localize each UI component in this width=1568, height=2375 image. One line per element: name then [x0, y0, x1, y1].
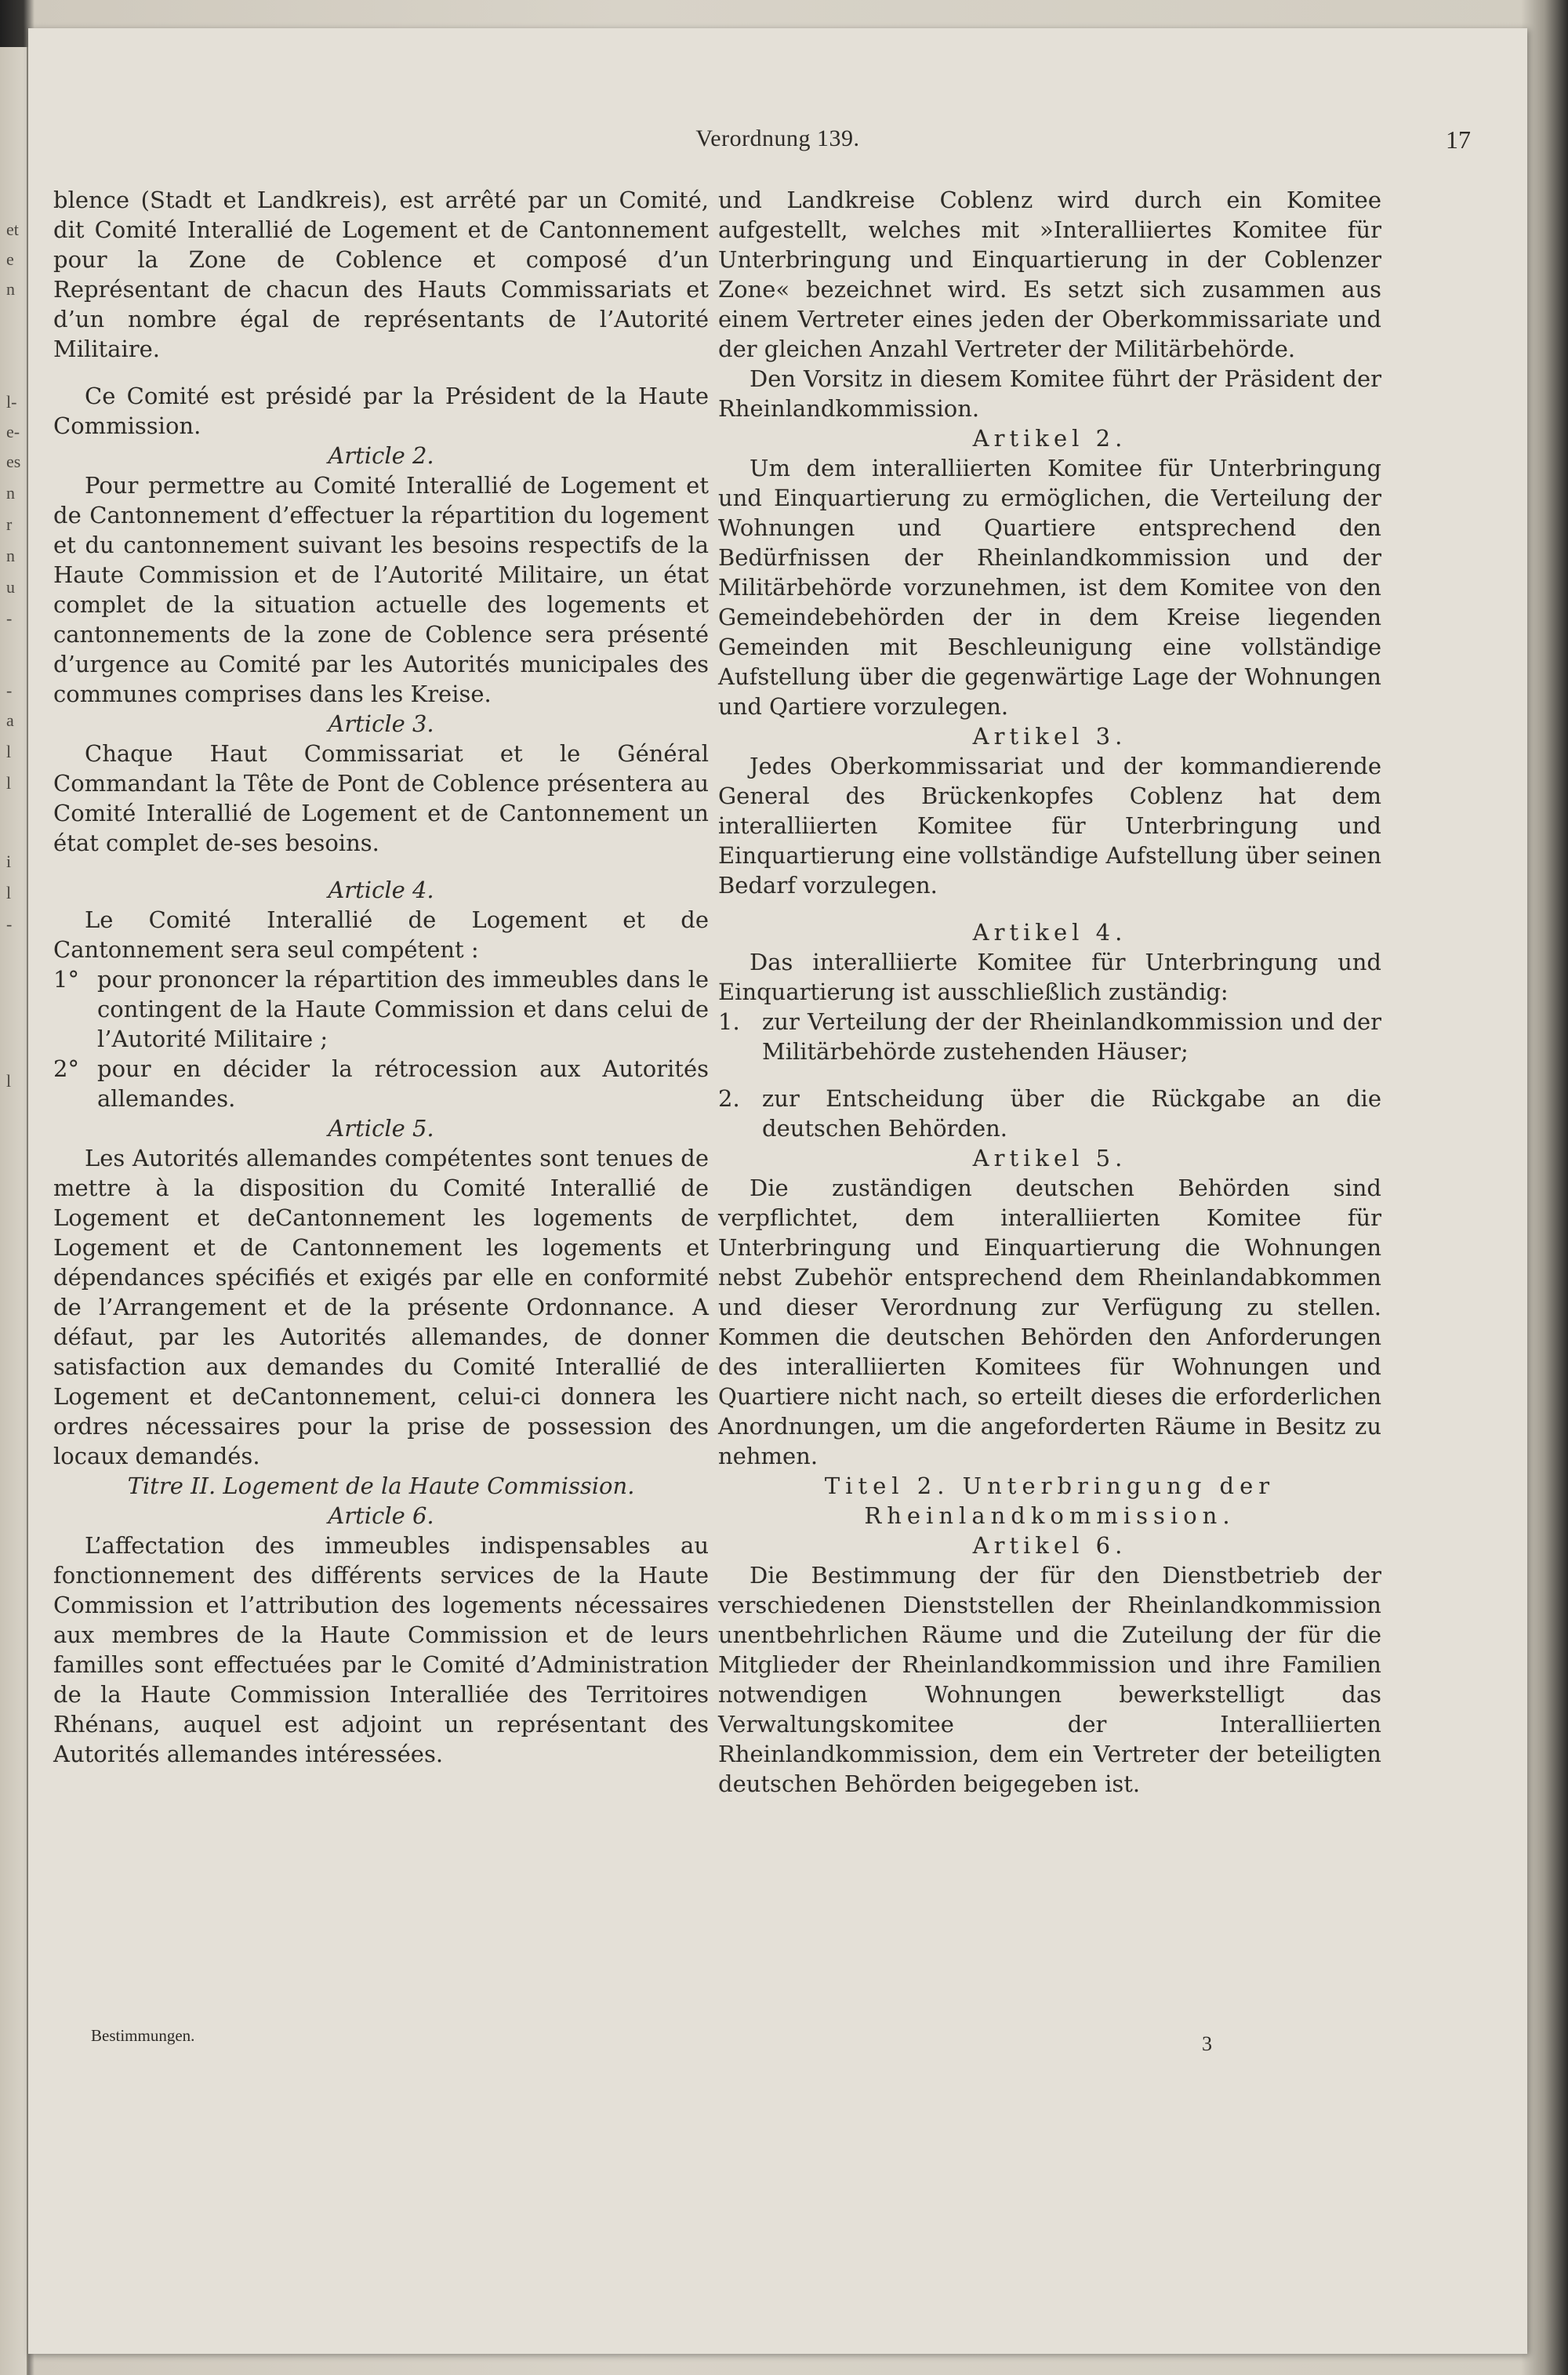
left-article-4-intro: Le Comité Interallié de Logement et de Cantonnement sera seul compétent : — [53, 906, 709, 963]
right-article-3-heading: Artikel 3. — [972, 723, 1127, 750]
left-article-5-heading: Article 5. — [328, 1115, 434, 1142]
previous-page-fragment: e — [6, 249, 14, 269]
right-article-6-heading: Artikel 6. — [972, 1532, 1127, 1559]
french-column — [53, 185, 709, 1769]
previous-page-fragment: u — [6, 577, 15, 597]
enum-number: 1° — [53, 966, 79, 993]
left-article-2-heading: Article 2. — [328, 442, 434, 469]
left-paragraph-1: blence (Stadt et Landkreis), est arrêté par un Comité, dit Comité Interallié de Logement et de Cantonnement pour la Zone de Coblence et composé d’un Représentant de chacun des Hauts Commissariats et d’un nombre égal de représentants de l’Autorité Militaire. — [53, 187, 709, 362]
left-article-5-text: Les Autorités allemandes compétentes sont tenues de mettre à la disposition du Comité Interallié de Logement et deCantonnement les logements de Logement et de Cantonnement les logements et dépendances spécifiés et exigés par elle en conformité de l’Arrangement et de la présente Ordonnance. A défaut, par les Autorités allemandes, de donner satisfaction aux demandes du Comité Interallié de Logement et deCantonnement, celui-ci donnera les ordres nécessaires pour la prise de possession des locaux demandés. — [53, 1145, 709, 1469]
previous-page-fragment: l — [6, 773, 12, 793]
right-paragraph-2: Den Vorsitz in diesem Komitee führt der Präsident der Rheinlandkommission. — [718, 365, 1381, 422]
left-article-3-heading: Article 3. — [328, 710, 434, 737]
previous-page-fragment: n — [6, 483, 15, 503]
right-article-4-item-2 — [718, 1084, 1381, 1143]
left-article-2-text: Pour permettre au Comité Interallié de Logement et de Cantonnement d’effectuer la répartition du logement et du cantonnement suivant les besoins respectifs de la Haute Commission et de l’Autorité Militaire, un état complet de la situation actuelle des logements et cantonnements de la zone de Coblence sera présenté d’urgence au Comité par les Autorités municipales des communes comprises dans les Kreise. — [53, 472, 709, 707]
left-article-4-item-1 — [53, 964, 709, 1054]
previous-page-fragment: r — [6, 514, 13, 534]
left-article-3-text: Chaque Haut Commissariat et le Général Commandant la Tête de Pont de Coblence présentera au Comité Interallié de Logement et de Cantonnement un état complet de-ses besoins. — [53, 740, 709, 856]
left-article-4-item-2 — [53, 1054, 709, 1113]
running-title: Verordnung 139. — [695, 125, 860, 151]
previous-page-fragment: l- — [6, 392, 17, 412]
previous-page-fragment: l — [6, 883, 12, 902]
enum-text: zur Entscheidung über die Rückgabe an die deutschen Behörden. — [762, 1085, 1381, 1142]
previous-page-fragment: - — [6, 681, 13, 700]
page-header — [28, 125, 1527, 165]
previous-page-edge — [0, 47, 28, 2375]
right-article-2-text: Um dem interalliierten Komitee für Unterbringung und Einquartierung zu ermöglichen, die Verteilung der Wohnungen und Quartiere entsprechend den Bedürfnissen der Rheinlandkommission und der Militärbehörde vorzunehmen, ist dem Komitee von den Gemeindebehörden der in dem Kreise liegenden Gemeinden mit Beschleunigung eine vollständige Aufstellung über die gegenwärtige Lage der Wohnungen und Qartiere vorzulegen. — [718, 455, 1381, 720]
right-article-3-text: Jedes Oberkommissariat und der kommandierende General des Brückenkopfes Coblenz hat dem interalliierten Komitee für Unterbringung und Einquartierung eine vollständige Aufstellung über seinen Bedarf vorzulegen. — [718, 753, 1381, 899]
previous-page-fragment: l — [6, 1071, 12, 1091]
page-number: 17 — [1446, 125, 1471, 154]
right-titel-2: Titel 2. Unterbringung der Rheinlandkommission. — [824, 1473, 1276, 1529]
right-article-5-heading: Artikel 5. — [972, 1145, 1127, 1171]
german-column — [718, 185, 1381, 1799]
left-article-6-heading: Article 6. — [328, 1502, 434, 1529]
left-article-4-heading: Article 4. — [328, 877, 434, 903]
right-article-4-item-1 — [718, 1007, 1381, 1066]
previous-page-fragment: l — [6, 742, 12, 761]
right-article-4-intro: Das interalliierte Komitee für Unterbringung und Einquartierung ist ausschließlich zuständig: — [718, 949, 1381, 1005]
left-paragraph-2: Ce Comité est présidé par la Président de la Haute Commission. — [53, 383, 709, 439]
right-paragraph-1: und Landkreise Coblenz wird durch ein Komitee aufgestellt, welches mit »Interalliiertes Komitee für Unterbringung und Einquartierung in der Coblenzer Zone« bezeichnet wird. Es setzt sich zusammen aus einem Vertreter eines jeden der Oberkommissariate und der gleichen Anzahl Vertreter der Militärbehörde. — [718, 187, 1381, 362]
enum-text: zur Verteilung der der Rheinlandkommission und der Militärbehörde zustehenden Häuser; — [762, 1008, 1381, 1065]
previous-page-fragment: et — [6, 220, 19, 239]
previous-page-fragment: i — [6, 852, 12, 871]
previous-page-fragment: a — [6, 710, 14, 730]
signature-mark: Bestimmungen. — [91, 2026, 195, 2045]
previous-page-fragment: n — [6, 279, 15, 299]
previous-page-fragment: n — [6, 546, 15, 565]
right-article-4-heading: Artikel 4. — [972, 919, 1127, 946]
previous-page-fragment: - — [6, 914, 13, 934]
left-titre-2: Titre II. Logement de la Haute Commission. — [127, 1473, 635, 1499]
previous-page-fragment: - — [6, 608, 13, 628]
right-article-5-text: Die zuständigen deutschen Behörden sind verpflichtet, dem interalliierten Komitee für Unterbringung und Einquartierung die Wohnungen nebst Zubehör entsprechend dem Rheinlandabkommen und dieser Verordnung zur Verfügung zu stellen. Kommen die deutschen Behörden den Anforderungen des interalliierten Komitees für Wohnungen und Quartiere nicht nach, so erteilt dieses die erforderlichen Anordnungen, um die angeforderten Räume in Besitz zu nehmen. — [718, 1175, 1381, 1469]
right-article-6-text: Die Bestimmung der für den Dienstbetrieb der verschiedenen Dienststellen der Rheinlandkommission unentbehrlichen Räume und die Zuteilung der für die Mitglieder der Rheinlandkommission und ihre Familien notwendigen Wohnungen bewerkstelligt das Verwaltungskomitee der Interalliierten Rheinlandkommission, dem ein Vertreter der beteiligten deutschen Behörden beigegeben ist. — [718, 1562, 1381, 1797]
enum-number: 1. — [718, 1008, 740, 1035]
right-article-2-heading: Artikel 2. — [972, 425, 1127, 452]
enum-text: pour prononcer la répartition des immeubles dans le contingent de la Haute Commission et dans celui de l’Autorité Militaire ; — [97, 966, 709, 1052]
enum-text: pour en décider la rétrocession aux Autorités allemandes. — [97, 1055, 709, 1112]
enum-number: 2. — [718, 1085, 740, 1112]
previous-page-fragment: es — [6, 452, 21, 471]
sheet-number: 3 — [1202, 2032, 1212, 2055]
previous-page-fragment: e- — [6, 422, 20, 441]
left-article-6-text: L’affectation des immeubles indispensables au fonctionnement des différents services de la Haute Commission et l’attribution des logements nécessaires aux membres de la Haute Commission et de leurs familles sont effectuées par le Comité d’Administration de la Haute Commission Interalliée des Territoires Rhénans, auquel est adjoint un représentant des Autorités allemandes intéressées. — [53, 1532, 709, 1767]
document-page — [28, 28, 1527, 2354]
enum-number: 2° — [53, 1055, 79, 1082]
